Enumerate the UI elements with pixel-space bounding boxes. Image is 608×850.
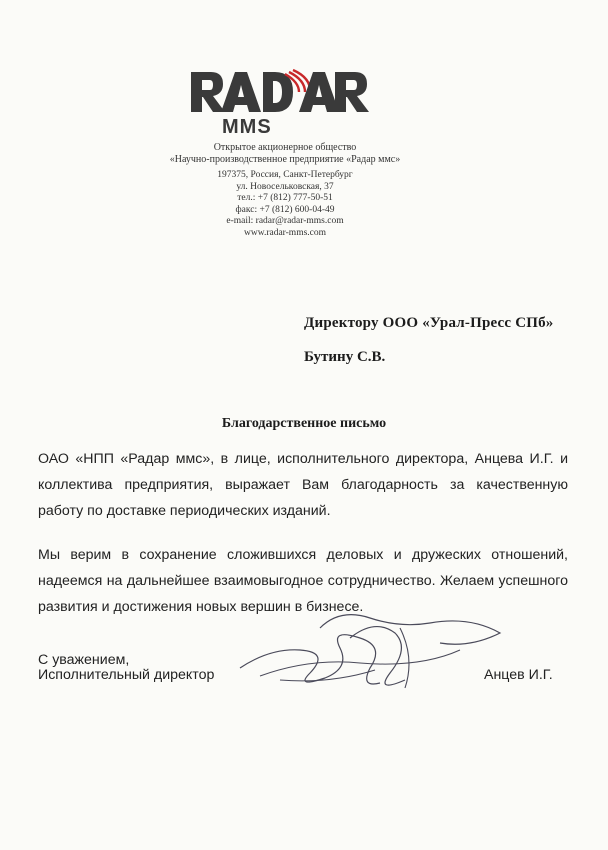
address-line: 197375, Россия, Санкт-Петербург: [217, 170, 353, 180]
company-name: [160, 142, 410, 166]
company-line-1: Открытое акционерное общество: [213, 142, 357, 153]
company-address: [200, 170, 370, 239]
company-line-2: «Научно-производственное предприятие «Радар ммс»: [169, 154, 401, 165]
signer-name: Анцев И.Г.: [484, 667, 553, 683]
body-paragraph-1: ОАО «НПП «Радар ммс», в лице, исполнительного директора, Анцева И.Г. и коллектива предприятия, выражает Вам благодарность за качественную работу по доставке периодических изданий.: [38, 451, 568, 519]
signer-position: Исполнительный директор: [38, 667, 215, 683]
handwritten-signature-icon: [200, 588, 510, 698]
phone-line: тел.: +7 (812) 777-50-51: [237, 193, 333, 203]
radar-logo-icon: [189, 68, 369, 114]
addressee-name: Бутину С.В.: [304, 349, 386, 365]
closing-regards: С уважением,: [38, 652, 130, 668]
email-line: e-mail: radar@radar-mms.com: [226, 216, 344, 226]
website-line: www.radar-mms.com: [243, 227, 327, 238]
body-paragraph-2: Мы верим в сохранение сложившихся деловых и дружеских отношений, надеемся на дальнейшее взаимовыгодное сотрудничество. Желаем успешного развития и достижения новых вершин в бизнесе.: [38, 547, 568, 615]
letter-title: Благодарственное письмо: [221, 416, 387, 431]
address-line: ул. Новосельковская, 37: [236, 181, 334, 192]
company-logo: [189, 68, 369, 114]
addressee-title: Директору ООО «Урал-Пресс СПб»: [304, 315, 554, 331]
fax-line: факс: +7 (812) 600-04-49: [235, 204, 335, 215]
logo-subtitle: MMS: [222, 116, 272, 138]
